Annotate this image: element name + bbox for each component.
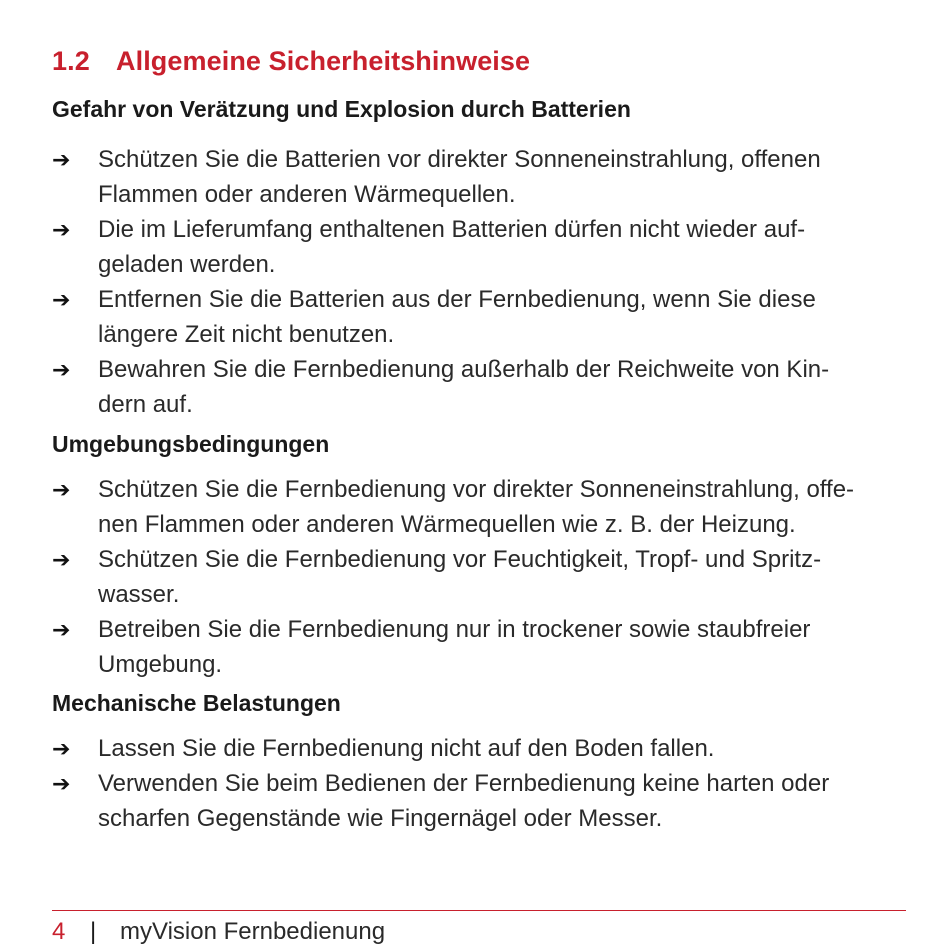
section-title-text: Allgemeine Sicherheitshinweise [116, 46, 531, 76]
subheading-batteries: Gefahr von Verätzung und Explosion durch Batterien [52, 96, 631, 122]
arrow-right-icon: ➔ [52, 547, 71, 572]
section-number: 1.2 [52, 46, 90, 76]
page-footer [52, 918, 385, 946]
list-item: ➔ Schützen Sie die Fernbedienung vor Feuchtigkeit, Tropf- und Spritz- wasser. [52, 542, 912, 612]
list-item: ➔ Betreiben Sie die Fernbedienung nur in trockener sowie staubfreier Umgebung. [52, 612, 912, 682]
footer-doc-title: myVision Fernbedienung [120, 918, 386, 945]
section-title [52, 46, 530, 77]
arrow-right-icon: ➔ [52, 357, 71, 382]
list-item: ➔ Schützen Sie die Batterien vor direkter Sonneneinstrahlung, offenen Flammen oder anderen Wärmequellen. [52, 142, 912, 212]
list-item: ➔ Entfernen Sie die Batterien aus der Fernbedienung, wenn Sie diese längere Zeit nicht benutzen. [52, 282, 912, 352]
list-item: ➔ Bewahren Sie die Fernbedienung außerhalb der Reichweite von Kin- dern auf. [52, 352, 912, 422]
bullet-list-environment [52, 472, 912, 682]
subheading-environment: Umgebungsbedingungen [52, 431, 330, 457]
arrow-right-icon: ➔ [52, 736, 71, 761]
arrow-right-icon: ➔ [52, 217, 71, 242]
footer-separator: | [90, 918, 97, 945]
bullet-list-mechanical [52, 731, 912, 836]
list-item: ➔ Verwenden Sie beim Bedienen der Fernbedienung keine harten oder scharfen Gegenstände wie Fingernägel oder Messer. [52, 766, 912, 836]
list-item: ➔ Die im Lieferumfang enthaltenen Batterien dürfen nicht wieder auf- geladen werden. [52, 212, 912, 282]
arrow-right-icon: ➔ [52, 477, 71, 502]
subheading-mechanical: Mechanische Belastungen [52, 690, 341, 716]
arrow-right-icon: ➔ [52, 771, 71, 796]
arrow-right-icon: ➔ [52, 287, 71, 312]
footer-divider [52, 910, 906, 911]
arrow-right-icon: ➔ [52, 617, 71, 642]
list-item: ➔ Schützen Sie die Fernbedienung vor direkter Sonneneinstrahlung, offe- nen Flammen oder anderen Wärmequellen wie z. B. der Heizung. [52, 472, 912, 542]
arrow-right-icon: ➔ [52, 147, 71, 172]
page-number: 4 [52, 918, 66, 945]
bullet-list-batteries [52, 142, 912, 422]
list-item: ➔ Lassen Sie die Fernbedienung nicht auf den Boden fallen. [52, 731, 912, 766]
